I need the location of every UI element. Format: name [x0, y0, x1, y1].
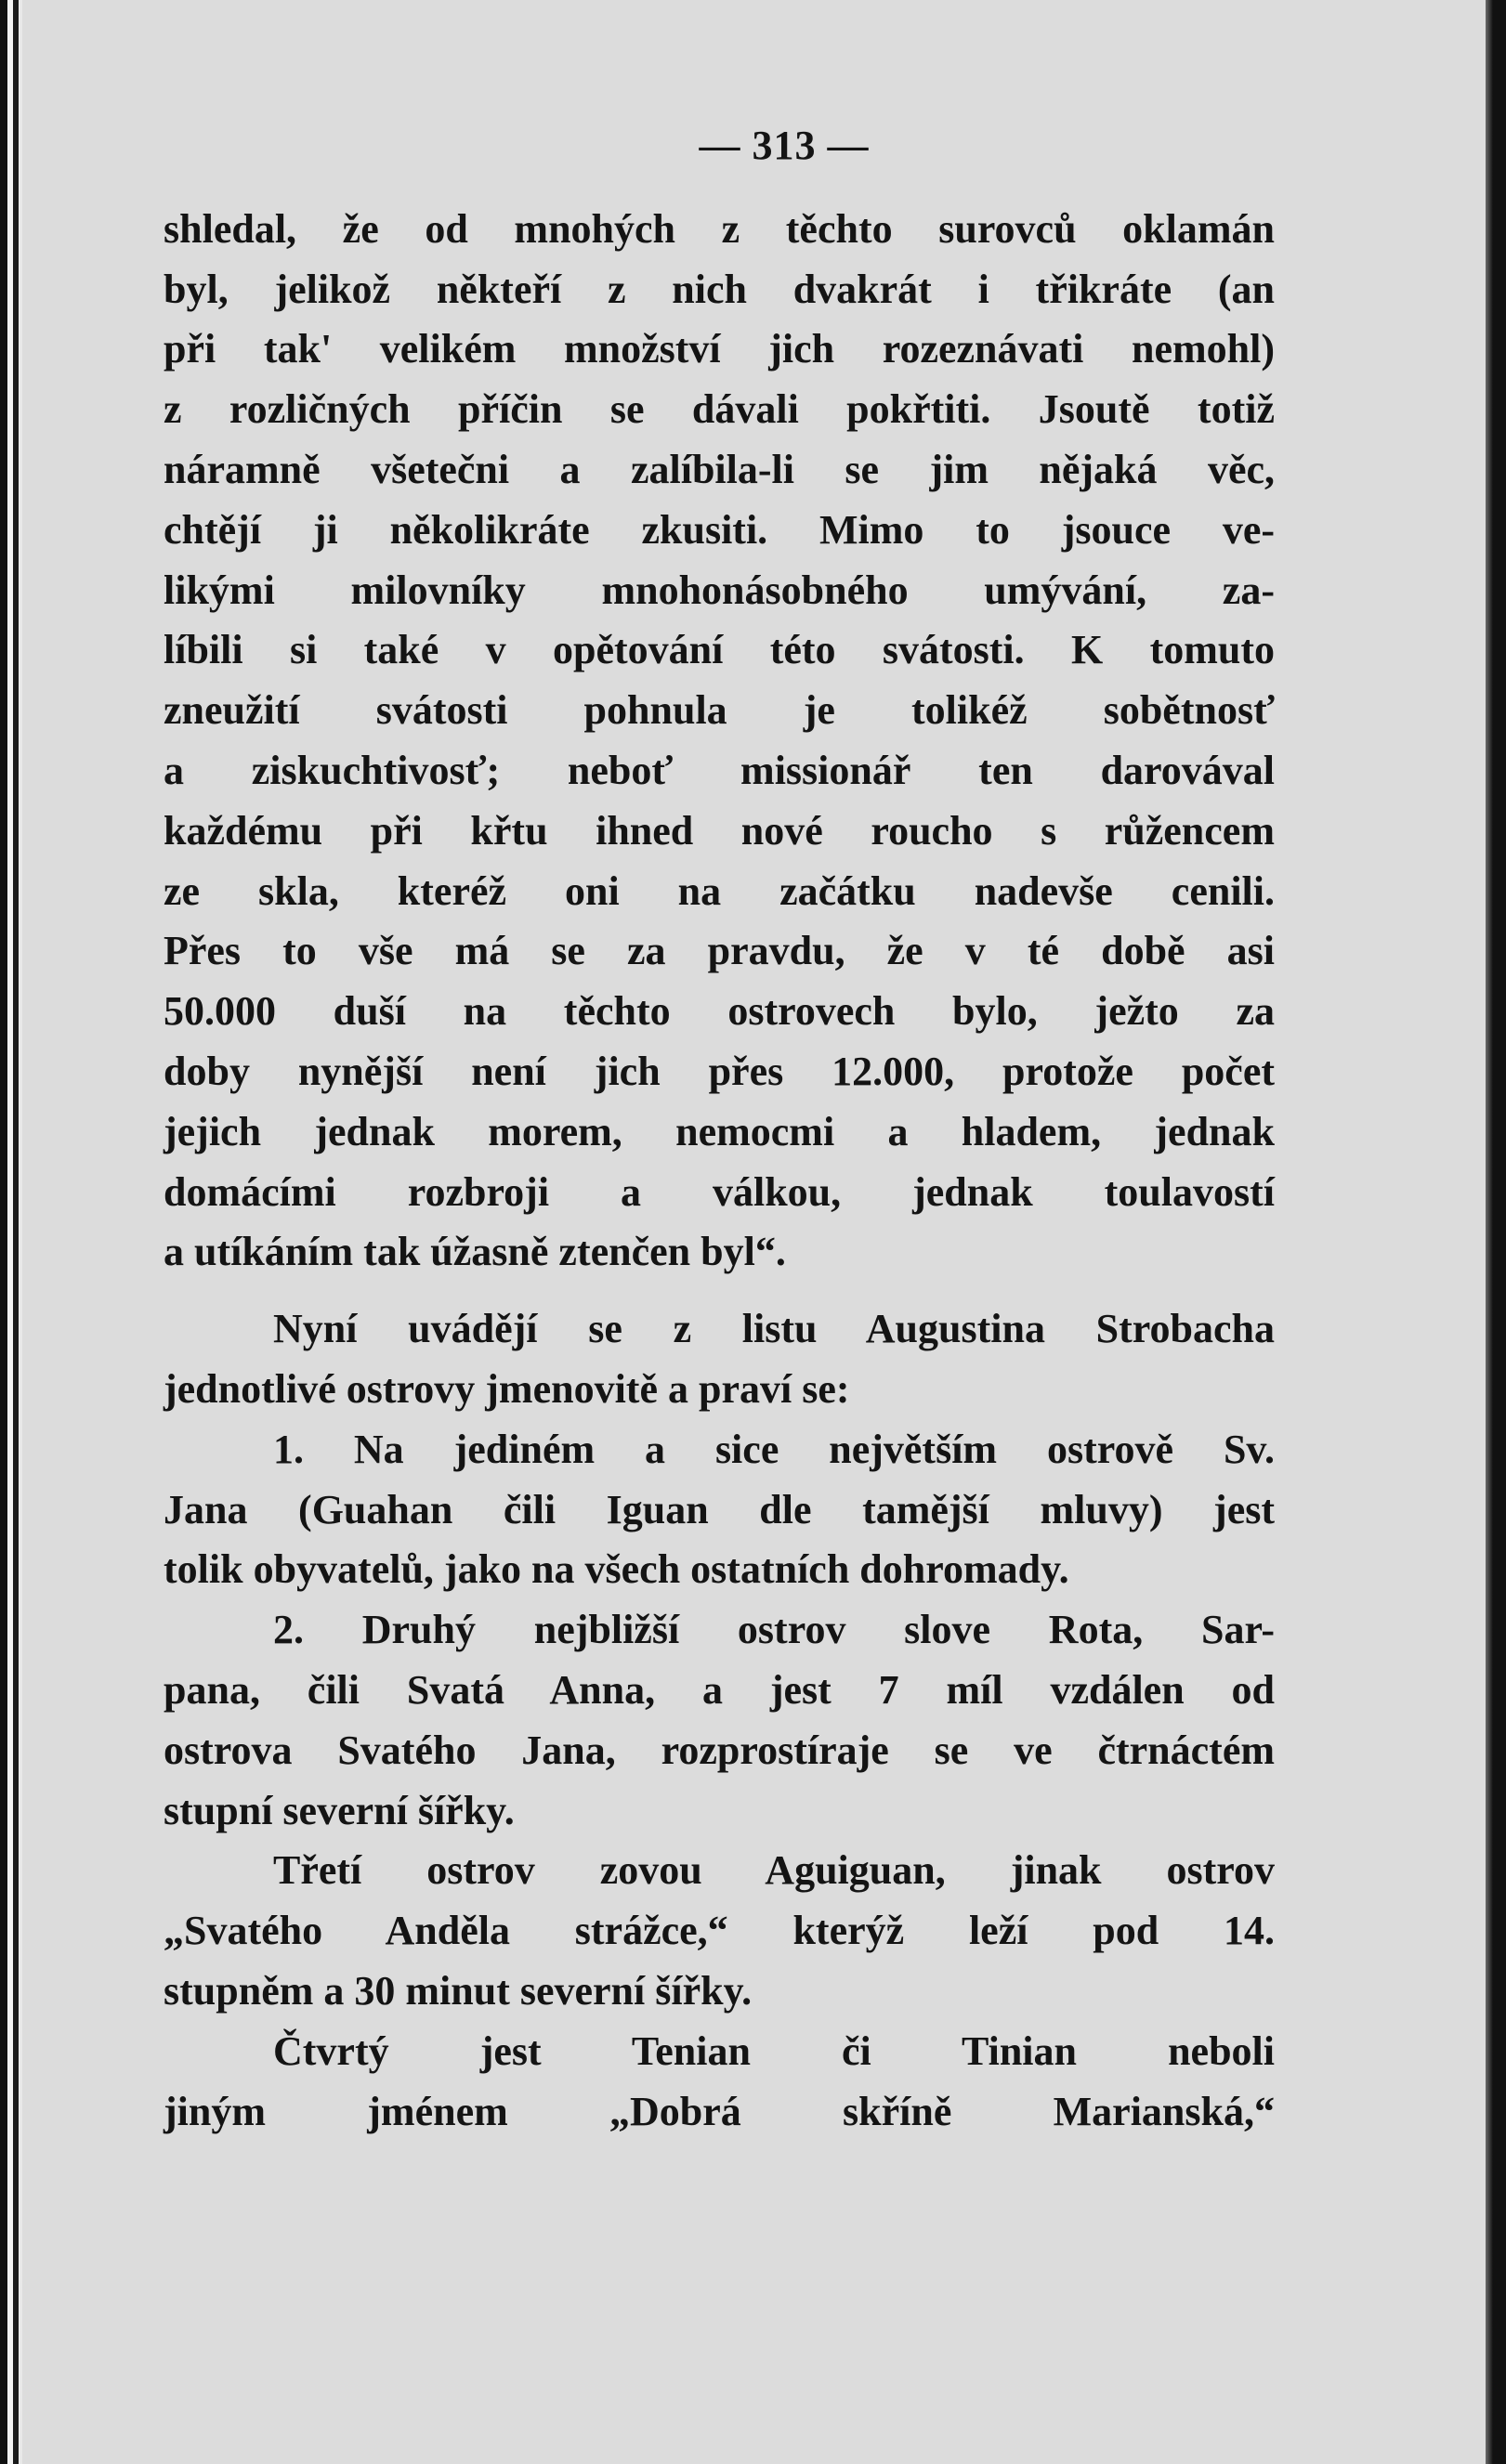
paragraph-gap [164, 1283, 1275, 1299]
paragraph-1 [164, 200, 1275, 1283]
paragraph-2 [164, 1299, 1275, 1420]
text-line: ze skla, kteréž oni na začátku nadevše cenili. [164, 867, 1275, 914]
text-line: stupní severní šířky. [164, 1787, 515, 1833]
text-line: Čtvrtý jest Tenian či Tinian neboli [273, 2027, 1275, 2074]
paragraph-6 [164, 2022, 1275, 2143]
text-line: pana, čili Svatá Anna, a jest 7 míl vzdálen od [164, 1666, 1275, 1713]
text-line: jiným jménem „Dobrá skříně Marianská,“ [164, 2088, 1275, 2134]
text-line: každému při křtu ihned nové roucho s růžencem [164, 807, 1275, 854]
page-number: — 313 — [699, 123, 870, 168]
text-line: Nyní uvádějí se z listu Augustina Strobacha [273, 1306, 1275, 1352]
text-line: náramně všetečni a zalíbila-li se jim nějaká věc, [164, 446, 1275, 492]
text-line: domácími rozbroji a válkou, jednak toulavostí [164, 1168, 1275, 1215]
text-line: líbili si také v opětování této svátosti. K tomuto [164, 627, 1275, 673]
text-line: jejich jednak morem, nemocmi a hladem, jednak [164, 1108, 1275, 1154]
paragraph-3 [164, 1420, 1275, 1600]
text-line: likými milovníky mnohonásobného umývání, za- [164, 567, 1275, 613]
text-line: Třetí ostrov zovou Aguiguan, jinak ostrov [273, 1847, 1275, 1894]
paragraph-4 [164, 1600, 1275, 1841]
text-line: a utíkáním tak úžasně ztenčen byl“. [164, 1229, 786, 1275]
text-line: byl, jelikož někteří z nich dvakrát i třikráte (an [164, 266, 1275, 312]
text-line: zneužití svátosti pohnula je tolikéž sobětnosť [164, 687, 1275, 734]
text-line: 2. Druhý nejbližší ostrov slove Rota, Sar- [273, 1607, 1275, 1653]
page-text [164, 116, 1275, 2142]
text-line: „Svatého Anděla strážce,“ kterýž leží pod 14. [164, 1908, 1275, 1954]
text-line: Jana (Guahan čili Iguan dle tamější mluvy) jest [164, 1486, 1275, 1532]
text-line: z rozličných příčin se dávali pokřtiti. Jsoutě totiž [164, 386, 1275, 433]
paragraph-5 [164, 1841, 1275, 2021]
text-line: jednotlivé ostrovy jmenovitě a praví se: [164, 1365, 850, 1412]
text-line: 50.000 duší na těchto ostrovech bylo, ježto za [164, 988, 1275, 1035]
scan-edge-left [0, 0, 22, 2464]
text-line: doby nynější není jich přes 12.000, protože počet [164, 1048, 1275, 1094]
text-line: chtějí ji několikráte zkusiti. Mimo to jsouce ve- [164, 506, 1275, 553]
text-line: při tak' velikém množství jich rozeznávati nemohl) [164, 326, 1275, 372]
text-line: ostrova Svatého Jana, rozprostíraje se ve čtrnáctém [164, 1727, 1275, 1773]
text-line: stupněm a 30 minut severní šířky. [164, 1967, 753, 2014]
scan-edge-right [1486, 0, 1506, 2464]
text-line: tolik obyvatelů, jako na všech ostatních dohromady. [164, 1546, 1069, 1593]
text-line: 1. Na jediném a sice největším ostrově Sv. [273, 1426, 1275, 1472]
text-line: a ziskuchtivosť; neboť missionář ten darovával [164, 747, 1275, 793]
text-line: shledal, že od mnohých z těchto surovců oklamán [164, 205, 1275, 252]
text-line: Přes to vše má se za pravdu, že v té době asi [164, 928, 1275, 974]
